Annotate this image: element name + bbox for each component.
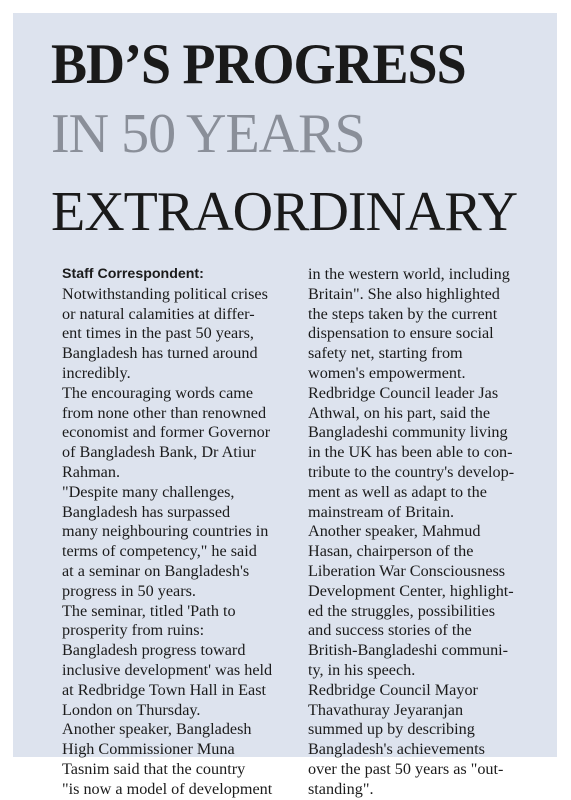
paragraph: in the western world, including Britain". She also highlighted the steps taken by the current dispensation to ensure social safety net, starting from women's empowerment. [308, 265, 510, 382]
headline-line-3: EXTRAORDINARY [51, 181, 518, 243]
paragraph: Another speaker, Bangladesh High Commissioner Muna Tasnim said that the country "is now a model of development [62, 720, 273, 798]
paragraph: "Despite many challenges, Bangladesh has surpassed many neighbouring countries in terms of competency," he said at a seminar on Bangladesh's progress in 50 years. [62, 482, 269, 600]
headline-line-2: IN 50 YEARS [51, 103, 365, 165]
paragraph: Notwithstanding political crises or natural calamities at differ- ent times in the past 50 years, Bangladesh has turned around incredibly. [62, 284, 268, 382]
article-body [62, 265, 522, 800]
headline-line-1: BD’S PROGRESS [51, 32, 466, 96]
paragraph: The seminar, titled 'Path to prosperity from ruins: Bangladesh progress toward inclusive development' was held at Redbridge Town Hall in East London on Thursday. [62, 601, 273, 719]
body-column-left [62, 265, 276, 800]
paragraph: Another speaker, Mahmud Hasan, chairperson of the Liberation War Consciousness Development Center, highlight- ed the struggles, possibilities and success stories of the British-Bangladeshi communi- ty, in his speech. [308, 522, 514, 679]
body-column-right [308, 265, 522, 800]
paragraph: Redbridge Council Mayor Thavathuray Jeyaranjan summed up by describing Bangladesh's achievements over the past 50 years as "out- standing". [308, 680, 504, 798]
paragraph: The encouraging words came from none other than renowned economist and former Governor of Bangladesh Bank, Dr Atiur Rahman. [62, 383, 271, 481]
paragraph: Redbridge Council leader Jas Athwal, on his part, said the Bangladeshi community living in the UK has been able to con- tribute to the country's develop- ment as well as adapt to the mainstream of Britain. [308, 383, 515, 521]
byline: Staff Correspondent: [62, 266, 204, 282]
